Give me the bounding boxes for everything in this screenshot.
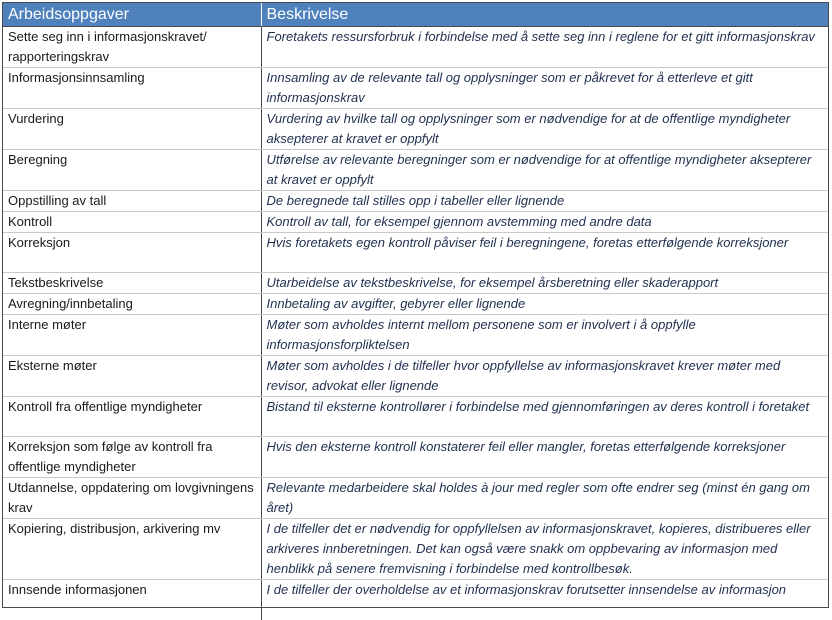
table-row bbox=[3, 273, 828, 294]
task-cell: Korreksjon bbox=[3, 233, 261, 273]
description-cell: Foretakets ressursforbruk i forbindelse med å sette seg inn i reglene for et gitt informasjonskrav bbox=[261, 27, 828, 68]
task-cell: Avregning/innbetaling bbox=[3, 294, 261, 315]
description-cell: Bistand til eksterne kontrollører i forbindelse med gjennomføringen av deres kontroll i foretaket bbox=[261, 397, 828, 437]
task-cell: Kontroll fra offentlige myndigheter bbox=[3, 397, 261, 437]
table-row bbox=[3, 68, 828, 109]
table-row bbox=[3, 437, 828, 478]
task-cell: Tekstbeskrivelse bbox=[3, 273, 261, 294]
task-cell: Kopiering, distribusjon, arkivering mv bbox=[3, 519, 261, 580]
task-cell: Oppstilling av tall bbox=[3, 191, 261, 212]
header-description: Beskrivelse bbox=[261, 3, 828, 27]
table-row bbox=[3, 233, 828, 273]
task-description-table bbox=[2, 2, 829, 608]
table bbox=[3, 3, 828, 620]
table-row bbox=[3, 109, 828, 150]
task-cell: Informasjonsinnsamling bbox=[3, 68, 261, 109]
table-row bbox=[3, 397, 828, 437]
description-cell: Utarbeidelse av tekstbeskrivelse, for eksempel årsberetning eller skaderapport bbox=[261, 273, 828, 294]
description-cell: Kontroll av tall, for eksempel gjennom avstemming med andre data bbox=[261, 212, 828, 233]
task-cell: Vurdering bbox=[3, 109, 261, 150]
task-cell: Sette seg inn i informasjonskravet/ rapporteringskrav bbox=[3, 27, 261, 68]
table-row bbox=[3, 191, 828, 212]
task-cell: Interne møter bbox=[3, 315, 261, 356]
description-cell: Hvis foretakets egen kontroll påviser feil i beregningene, foretas etterfølgende korreksjoner bbox=[261, 233, 828, 273]
table-row bbox=[3, 315, 828, 356]
task-cell: Korreksjon som følge av kontroll fra offentlige myndigheter bbox=[3, 437, 261, 478]
table-row bbox=[3, 478, 828, 519]
header-row bbox=[3, 3, 828, 27]
description-cell: Utførelse av relevante beregninger som er nødvendige for at offentlige myndigheter aksepterer at kravet er oppfylt bbox=[261, 150, 828, 191]
task-cell: Eksterne møter bbox=[3, 356, 261, 397]
task-cell: Utdannelse, oppdatering om lovgivningens krav bbox=[3, 478, 261, 519]
description-cell: Innbetaling av avgifter, gebyrer eller lignende bbox=[261, 294, 828, 315]
description-cell: Vurdering av hvilke tall og opplysninger som er nødvendige for at de offentlige myndigheter aksepterer at kravet er oppfylt bbox=[261, 109, 828, 150]
table-row bbox=[3, 212, 828, 233]
description-cell: Innsamling av de relevante tall og opplysninger som er påkrevet for å etterleve et gitt informasjonskrav bbox=[261, 68, 828, 109]
description-cell: Møter som avholdes i de tilfeller hvor oppfyllelse av informasjonskravet krever møter med revisor, advokat eller lignende bbox=[261, 356, 828, 397]
table-row bbox=[3, 150, 828, 191]
description-cell: De beregnede tall stilles opp i tabeller eller lignende bbox=[261, 191, 828, 212]
table-row bbox=[3, 580, 828, 620]
description-cell: Relevante medarbeidere skal holdes à jour med regler som ofte endrer seg (minst én gang om året) bbox=[261, 478, 828, 519]
table-row bbox=[3, 294, 828, 315]
header-tasks: Arbeidsoppgaver bbox=[3, 3, 261, 27]
task-cell: Beregning bbox=[3, 150, 261, 191]
table-row bbox=[3, 519, 828, 580]
table-row bbox=[3, 356, 828, 397]
description-cell: Møter som avholdes internt mellom personene som er involvert i å oppfylle informasjonsforpliktelsen bbox=[261, 315, 828, 356]
description-cell: I de tilfeller der overholdelse av et informasjonskrav forutsetter innsendelse av informasjon bbox=[266, 582, 787, 597]
task-cell: Innsende informasjonen bbox=[3, 580, 261, 620]
description-cell: Hvis den eksterne kontroll konstaterer feil eller mangler, foretas etterfølgende korreksjoner bbox=[261, 437, 828, 478]
description-cell: I de tilfeller det er nødvendig for oppfyllelsen av informasjonskravet, kopieres, distribueres eller arkiveres innberetningen. Det kan også være snakk om oppbevaring av informasjon med henblikk på senere fremvisning i forbindelse med kontrollbesøk. bbox=[261, 519, 828, 580]
task-cell: Kontroll bbox=[3, 212, 261, 233]
table-row bbox=[3, 27, 828, 68]
